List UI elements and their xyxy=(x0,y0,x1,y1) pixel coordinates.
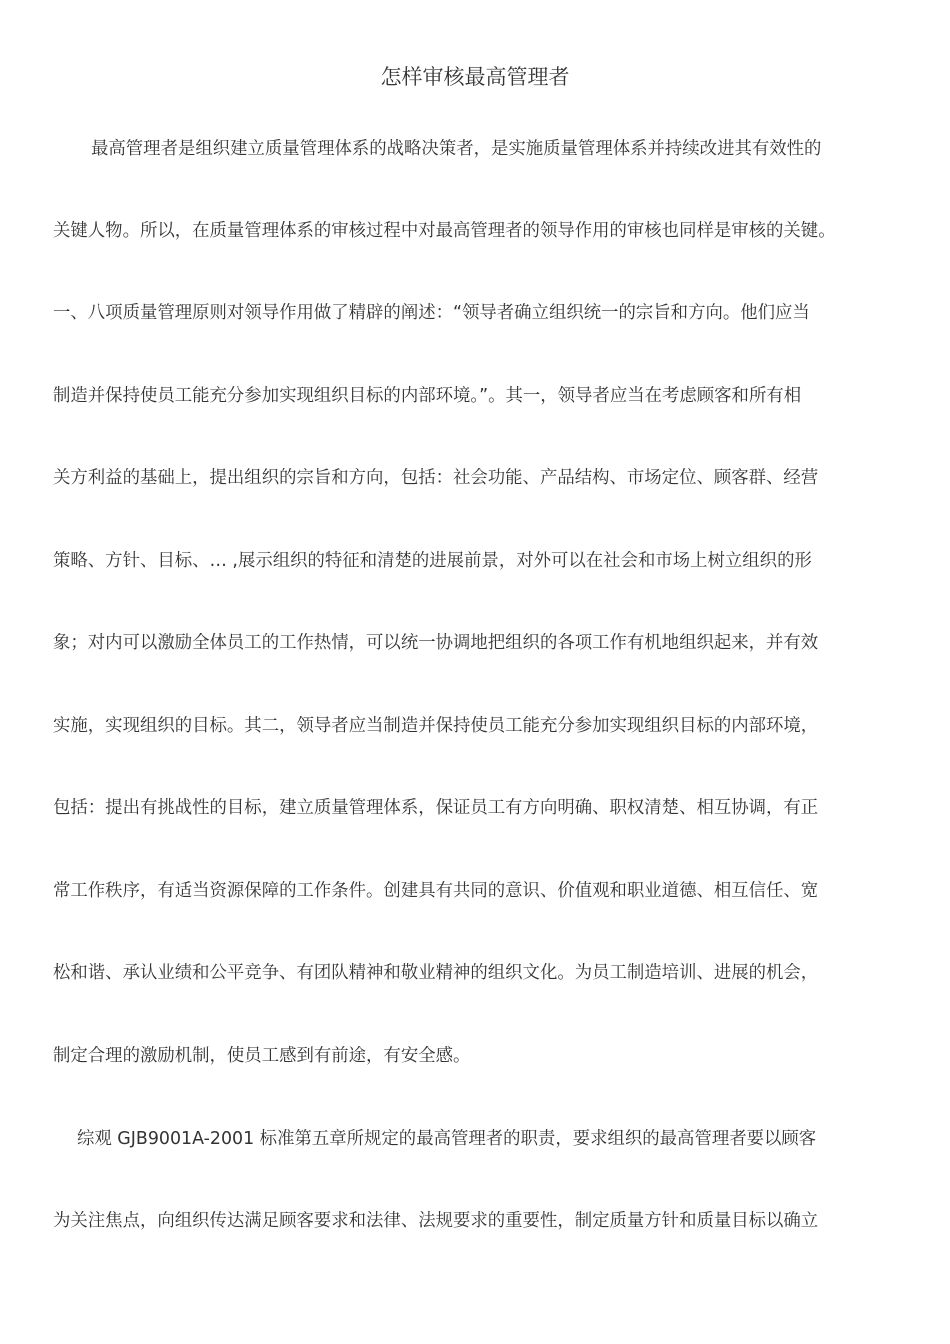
paragraph-line: 象；对内可以激励全体员工的工作热情，可以统一协调地把组织的各项工作有机地组织起来，并有效 xyxy=(53,633,819,653)
paragraph-line: 包括：提出有挑战性的目标，建立质量管理体系，保证员工有方向明确、职权清楚、相互协调，有正 xyxy=(53,798,819,818)
paragraph-line: 常工作秩序，有适当资源保障的工作条件。创建具有共同的意识、价值观和职业道德、相互信任、宽 xyxy=(53,881,819,901)
paragraph-line: 关方利益的基础上，提出组织的宗旨和方向，包括：社会功能、产品结构、市场定位、顾客群、经营 xyxy=(53,468,819,488)
paragraph-line: 松和谐、承认业绩和公平竞争、有团队精神和敬业精神的组织文化。为员工制造培训、进展的机会， xyxy=(53,963,819,983)
paragraph-line: 一、八项质量管理原则对领导作用做了精辟的阐述：“领导者确立组织统一的宗旨和方向。他们应当 xyxy=(53,303,810,323)
paragraph-line: 关键人物。所以，在质量管理体系的审核过程中对最高管理者的领导作用的审核也同样是审核的关键。 xyxy=(53,221,836,241)
paragraph-line: 策略、方针、目标、… ,展示组织的特征和清楚的进展前景，对外可以在社会和市场上树立组织的形 xyxy=(53,551,812,571)
paragraph-line: 最高管理者是组织建立质量管理体系的战略决策者，是实施质量管理体系并持续改进其有效性的 xyxy=(91,139,822,159)
paragraph-line: 制造并保持使员工能充分参加实现组织目标的内部环境。”。其一，领导者应当在考虑顾客和所有相 xyxy=(53,386,802,406)
paragraph-line: 制定合理的激励机制，使员工感到有前途，有安全感。 xyxy=(53,1046,471,1066)
paragraph-line: 综观 GJB9001A-2001 标准第五章所规定的最高管理者的职责，要求组织的最高管理者要以顾客 xyxy=(77,1129,817,1149)
paragraph-line: 为关注焦点，向组织传达满足顾客要求和法律、法规要求的重要性，制定质量方针和质量目标以确立 xyxy=(53,1211,819,1231)
document-title: 怎样审核最高管理者 xyxy=(380,65,570,89)
paragraph-line: 实施，实现组织的目标。其二，领导者应当制造并保持使员工能充分参加实现组织目标的内部环境， xyxy=(53,716,819,736)
